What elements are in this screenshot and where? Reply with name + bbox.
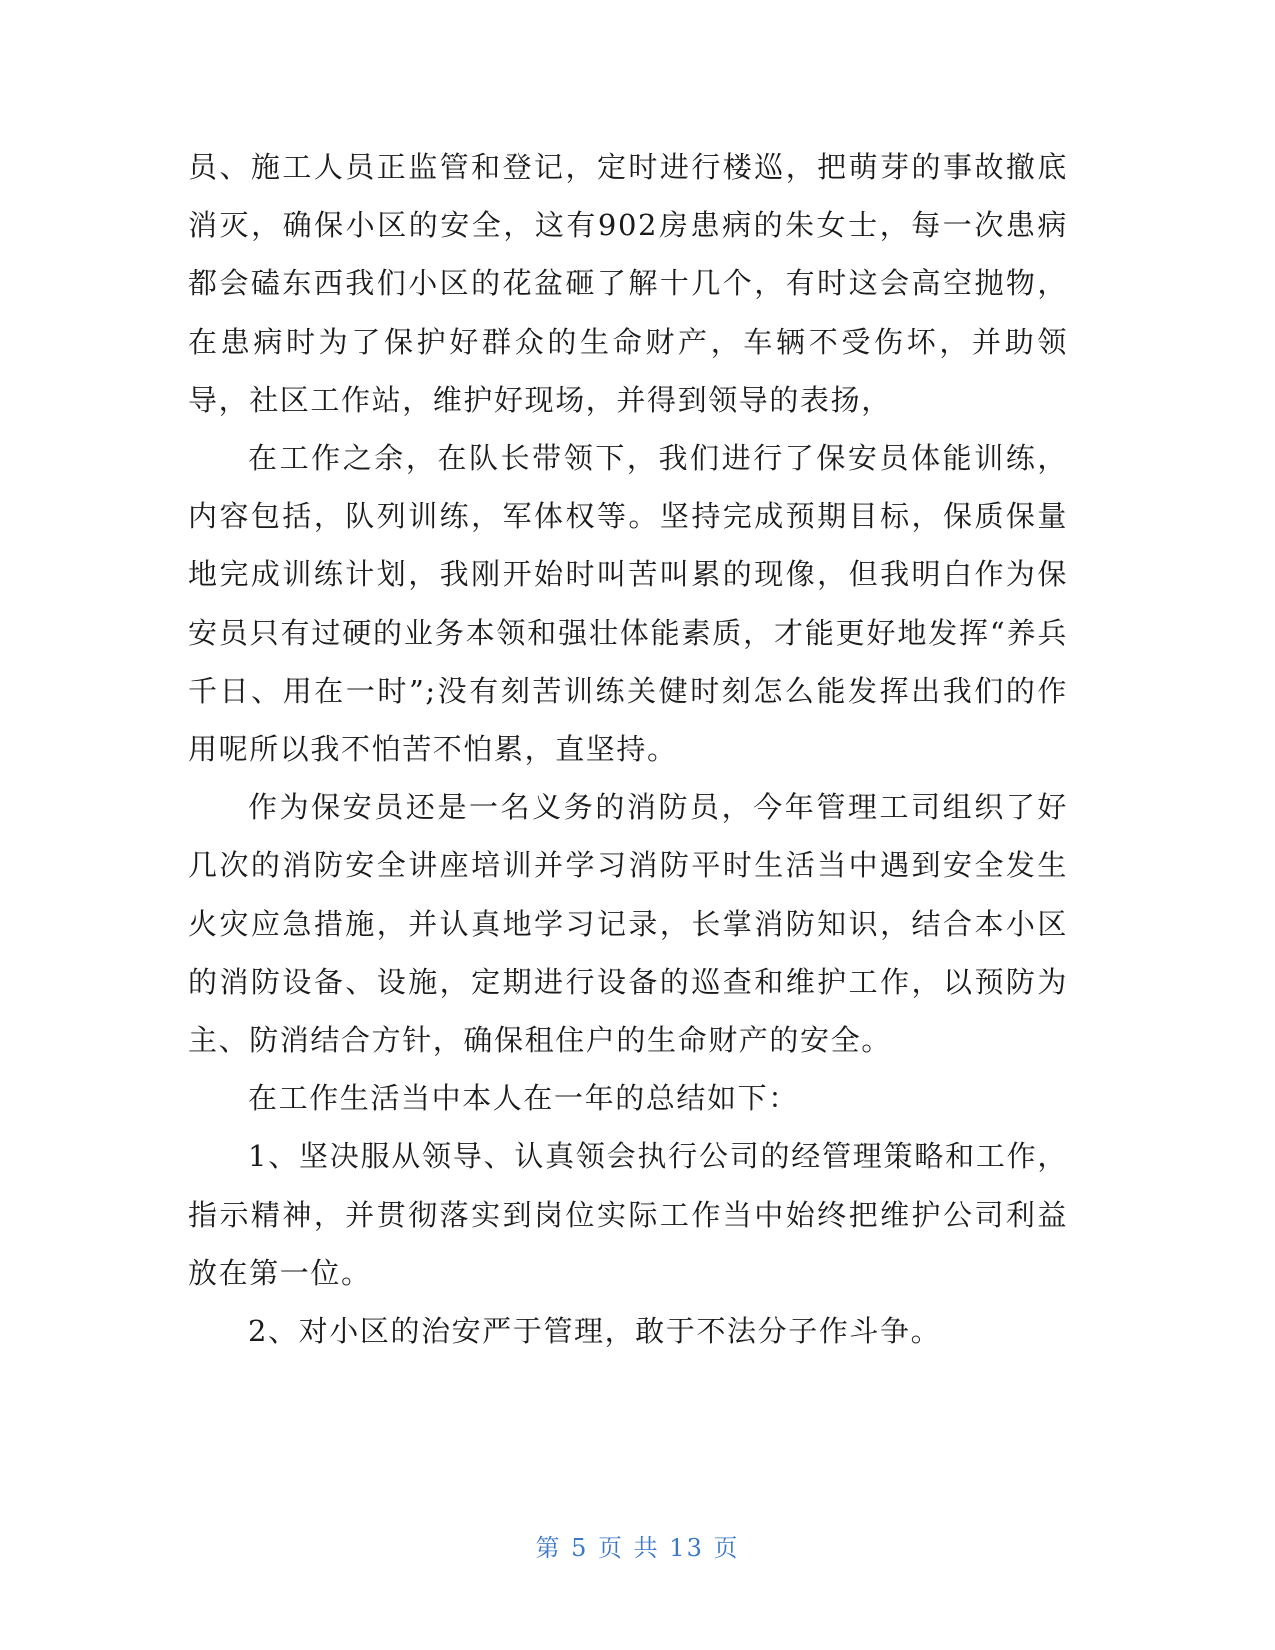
document-body <box>188 138 1068 1360</box>
page-number-footer: 第 5 页 共 13 页 <box>535 1534 740 1562</box>
paragraph-6: 2、对小区的治安严于管理，敢于不法分子作斗争。 <box>248 1314 942 1349</box>
paragraph-1: 员、施工人员正监管和登记，定时进行楼巡，把萌芽的事故撤底消灭，确保小区的安全，这有902房患病的朱女士，每一次患病都会磕东西我们小区的花盆砸了解十几个，有时这会高空抛物，在患病时为了保护好群众的生命财产，车辆不受伤坏，并助领导，社区工作站，维护好现场，并得到领导的表扬， <box>188 150 1068 417</box>
paragraph-4: 在工作生活当中本人在一年的总结如下： <box>248 1081 799 1116</box>
paragraph-3: 作为保安员还是一名义务的消防员，今年管理工司组织了好几次的消防安全讲座培训并学习消防平时生活当中遇到安全发生火灾应急措施，并认真地学习记录，长掌消防知识，结合本小区的消防设备、设施，定期进行设备的巡查和维护工作，以预防为主、防消结合方针，确保租住户的生命财产的安全。 <box>188 790 1068 1058</box>
paragraph-2: 在工作之余，在队长带领下，我们进行了保安员体能训练，内容包括，队列训练，军体权等。坚持完成预期目标，保质保量地完成训练计划，我刚开始时叫苦叫累的现像，但我明白作为保安员只有过硬的业务本领和强壮体能素质，才能更好地发挥“养兵千日、用在一时”;没有刻苦训练关健时刻怎么能发挥出我们的作用呢所以我不怕苦不怕累，直坚持。 <box>188 441 1068 767</box>
paragraph-5: 1、坚决服从领导、认真领会执行公司的经管理策略和工作，指示精神，并贯彻落实到岗位实际工作当中始终把维护公司利益放在第一位。 <box>188 1139 1068 1290</box>
